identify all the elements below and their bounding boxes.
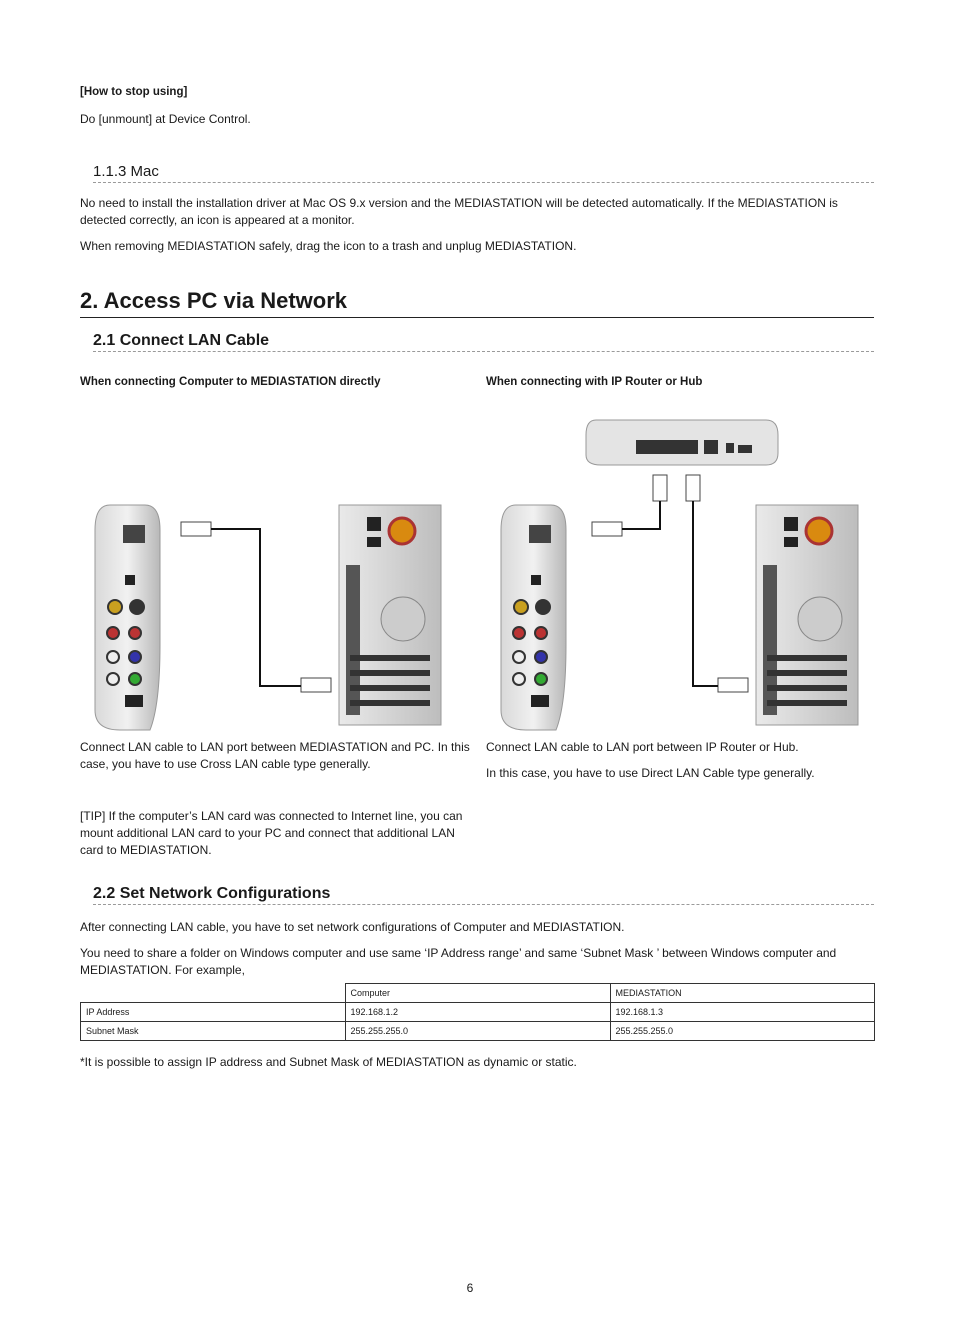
pc-tower [756, 505, 858, 725]
lan-plug-icon [301, 678, 331, 692]
lan-plug-icon [718, 678, 748, 692]
lan-right-caption: When connecting with IP Router or Hub [486, 376, 703, 388]
table-cell: Subnet Mask [81, 1022, 346, 1041]
lan-left-paragraph: Connect LAN cable to LAN port between MEDIASTATION and PC. In this case, you have to use Cross LAN cable type generally. [80, 740, 470, 771]
router-connection-diagram [486, 395, 876, 735]
table-row [81, 1003, 875, 1022]
lan-cable [693, 501, 718, 686]
mediastation-device [95, 505, 160, 730]
table-row [81, 1022, 875, 1041]
table-cell: 255.255.255.0 [345, 1022, 610, 1041]
lan-right-paragraph-2: In this case, you have to use Direct LAN Cable type generally. [486, 766, 815, 780]
config-note: *It is possible to assign IP address and Subnet Mask of MEDIASTATION as dynamic or static. [80, 1055, 577, 1069]
lan-left-caption: When connecting Computer to MEDIASTATION directly [80, 376, 381, 388]
mac-paragraph-2: When removing MEDIASTATION safely, drag the icon to a trash and unplug MEDIASTATION. [80, 239, 577, 253]
lan-right-paragraph-1: Connect LAN cable to LAN port between IP Router or Hub. [486, 740, 799, 754]
config-paragraph-1: After connecting LAN cable, you have to set network configurations of Computer and MEDIASTATION. [80, 920, 625, 934]
network-config-table [80, 983, 875, 1041]
lan-plug-icon [686, 475, 700, 501]
config-paragraph-2: You need to share a folder on Windows computer and use same ‘IP Address range’ and same ‘Subnet Mask ’ between Windows computer and MEDIASTATION. For example, [80, 946, 837, 977]
stop-heading: [How to stop using] [80, 86, 188, 98]
table-header-row [81, 984, 875, 1003]
mediastation-device [501, 505, 566, 730]
mac-paragraph-1: No need to install the installation driver at Mac OS 9.x version and the MEDIASTATION will be detected automatically. If the MEDIASTATION is detected correctly, an icon is appeared at a monitor. [80, 196, 838, 227]
table-cell: 255.255.255.0 [610, 1022, 875, 1041]
page-number: 6 [466, 1281, 474, 1295]
pc-tower [339, 505, 441, 725]
table-header-cell: Computer [345, 984, 610, 1003]
config-heading: 2.2 Set Network Configurations [93, 884, 874, 905]
table-cell: 192.168.1.2 [345, 1003, 610, 1022]
lan-cable [211, 529, 301, 686]
lan-plug-icon [592, 522, 622, 536]
section-title: 2. Access PC via Network [80, 288, 874, 318]
lan-heading: 2.1 Connect LAN Cable [93, 331, 874, 352]
stop-text: Do [unmount] at Device Control. [80, 112, 251, 126]
lan-tip: [TIP] If the computer’s LAN card was connected to Internet line, you can mount additional LAN card to your PC and connect that additional LAN card to MEDIASTATION. [80, 809, 463, 857]
table-cell: 192.168.1.3 [610, 1003, 875, 1022]
mac-heading: 1.1.3 Mac [93, 163, 874, 183]
lan-plug-icon [653, 475, 667, 501]
lan-plug-icon [181, 522, 211, 536]
router-hub [586, 420, 778, 465]
table-header-cell: MEDIASTATION [610, 984, 875, 1003]
lan-cable [622, 501, 660, 529]
table-cell: IP Address [81, 1003, 346, 1022]
direct-connection-diagram [80, 395, 470, 735]
table-header-cell [81, 984, 346, 1003]
